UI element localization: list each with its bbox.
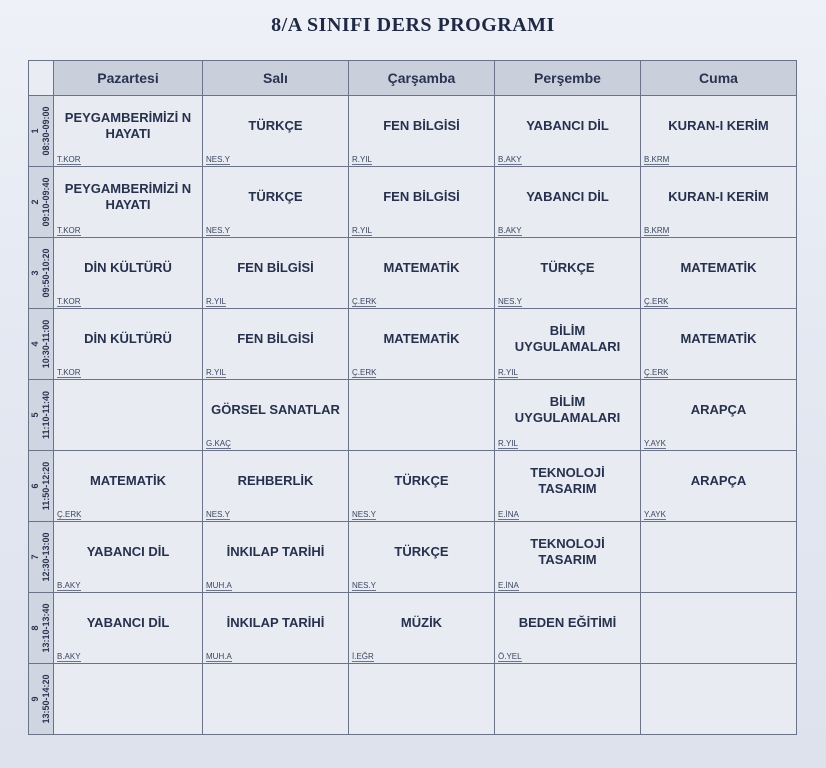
period-label-text xyxy=(30,248,52,297)
period-time: 11:10-11:40 xyxy=(41,390,51,440)
lesson-cell xyxy=(54,167,203,238)
period-label-text xyxy=(30,674,52,723)
lesson-cell xyxy=(203,380,349,451)
lesson-teacher: İ.EĞR xyxy=(352,652,374,661)
lesson-cell xyxy=(641,380,797,451)
lesson-teacher: Y.AYK xyxy=(644,439,666,448)
lesson-subject: MATEMATİK xyxy=(383,260,460,275)
period-number: 4 xyxy=(30,341,40,347)
lesson-subject: GÖRSEL SANATLAR xyxy=(211,402,340,417)
lesson-cell xyxy=(641,96,797,167)
lesson-teacher: B.KRM xyxy=(644,155,670,164)
lesson-cell xyxy=(495,96,641,167)
lesson-subject: ARAPÇA xyxy=(690,402,747,417)
period-number: 5 xyxy=(30,412,40,418)
period-row xyxy=(29,96,797,167)
lesson-teacher: T.KOR xyxy=(57,297,81,306)
lesson-cell xyxy=(349,309,495,380)
period-time: 12:30-13:00 xyxy=(41,532,51,582)
lesson-subject: MATEMATİK xyxy=(89,473,167,488)
lesson-cell xyxy=(495,238,641,309)
lesson-subject: MÜZİK xyxy=(400,615,443,630)
period-row xyxy=(29,380,797,451)
lesson-subject: YABANCI DİL xyxy=(526,118,609,133)
lesson-teacher: B.AKY xyxy=(498,155,522,164)
lesson-teacher: NES.Y xyxy=(352,581,377,590)
lesson-subject xyxy=(641,623,796,633)
lesson-subject: KURAN-I KERİM xyxy=(668,189,769,204)
period-label xyxy=(29,238,54,309)
period-time: 13:10-13:40 xyxy=(41,603,51,653)
lesson-cell xyxy=(54,664,203,735)
lesson-teacher: NES.Y xyxy=(206,155,231,164)
lesson-cell xyxy=(641,309,797,380)
lesson-teacher: R.YIL xyxy=(206,368,227,377)
lesson-subject xyxy=(349,694,494,704)
lesson-cell xyxy=(349,593,495,664)
lesson-teacher: Ö.YEL xyxy=(498,652,522,661)
lesson-subject: BİLİM UYGULAMALARI xyxy=(514,323,621,354)
lesson-cell xyxy=(495,309,641,380)
lesson-subject: FEN BİLGİSİ xyxy=(383,189,460,204)
period-label-text xyxy=(30,603,52,652)
period-row xyxy=(29,167,797,238)
lesson-teacher: R.YIL xyxy=(206,297,227,306)
lesson-subject: TEKNOLOJİ TASARIM xyxy=(530,536,605,567)
lesson-teacher: B.AKY xyxy=(57,652,81,661)
day-header: Pazartesi xyxy=(54,61,203,96)
lesson-subject: REHBERLİK xyxy=(237,473,314,488)
lesson-subject: MATEMATİK xyxy=(680,331,757,346)
schedule-body xyxy=(29,96,797,735)
lesson-cell xyxy=(54,522,203,593)
lesson-teacher: B.KRM xyxy=(644,226,670,235)
period-row xyxy=(29,451,797,522)
lesson-teacher: NES.Y xyxy=(206,510,231,519)
day-header: Çarşamba xyxy=(349,61,495,96)
lesson-subject: MATEMATİK xyxy=(680,260,757,275)
period-label xyxy=(29,593,54,664)
lesson-cell xyxy=(203,238,349,309)
period-number: 6 xyxy=(30,483,40,489)
lesson-teacher: T.KOR xyxy=(57,155,81,164)
period-number: 1 xyxy=(30,128,40,134)
period-label xyxy=(29,167,54,238)
lesson-cell xyxy=(203,522,349,593)
lesson-subject: TÜRKÇE xyxy=(394,544,449,559)
lesson-cell xyxy=(349,380,495,451)
period-label xyxy=(29,664,54,735)
period-row xyxy=(29,593,797,664)
lesson-cell xyxy=(54,593,203,664)
lesson-cell xyxy=(349,451,495,522)
lesson-teacher: Ç.ERK xyxy=(644,297,669,306)
period-time: 08:30-09:00 xyxy=(41,106,51,156)
period-row xyxy=(29,238,797,309)
period-row xyxy=(29,522,797,593)
lesson-cell xyxy=(203,167,349,238)
lesson-teacher: Ç.ERK xyxy=(352,297,377,306)
lesson-cell xyxy=(203,593,349,664)
lesson-subject xyxy=(641,552,796,562)
period-label xyxy=(29,96,54,167)
lesson-subject: TÜRKÇE xyxy=(248,118,303,133)
lesson-teacher: T.KOR xyxy=(57,368,81,377)
lesson-subject: DİN KÜLTÜRÜ xyxy=(84,331,172,346)
period-time: 09:50-10:20 xyxy=(41,248,51,298)
lesson-cell xyxy=(203,96,349,167)
lesson-cell xyxy=(495,664,641,735)
period-number: 2 xyxy=(30,199,40,205)
lesson-subject: YABANCI DİL xyxy=(526,189,609,204)
lesson-teacher: NES.Y xyxy=(206,226,231,235)
lesson-teacher: R.YIL xyxy=(352,155,373,164)
period-label-text xyxy=(30,320,52,369)
lesson-cell xyxy=(641,238,797,309)
lesson-cell xyxy=(495,167,641,238)
day-header: Cuma xyxy=(641,61,797,96)
period-label xyxy=(29,522,54,593)
lesson-subject: DİN KÜLTÜRÜ xyxy=(84,260,172,275)
lesson-subject: TÜRKÇE xyxy=(394,473,449,488)
lesson-cell xyxy=(641,451,797,522)
lesson-teacher: Ç.ERK xyxy=(644,368,669,377)
period-label xyxy=(29,309,54,380)
lesson-cell xyxy=(203,664,349,735)
lesson-teacher: T.KOR xyxy=(57,226,81,235)
lesson-cell xyxy=(203,309,349,380)
lesson-cell xyxy=(495,593,641,664)
period-label-text xyxy=(30,532,52,581)
lesson-cell xyxy=(349,96,495,167)
lesson-subject: FEN BİLGİSİ xyxy=(237,260,314,275)
schedule-table xyxy=(28,60,797,735)
lesson-cell xyxy=(641,522,797,593)
corner-cell xyxy=(29,61,54,96)
lesson-teacher: G.KAÇ xyxy=(206,439,231,448)
period-row xyxy=(29,309,797,380)
lesson-subject xyxy=(641,694,796,704)
lesson-teacher: Y.AYK xyxy=(644,510,666,519)
lesson-subject: BİLİM UYGULAMALARI xyxy=(514,394,621,425)
lesson-teacher: E.İNA xyxy=(498,581,519,590)
period-label xyxy=(29,380,54,451)
period-number: 9 xyxy=(30,696,40,702)
period-label-text xyxy=(30,106,52,155)
lesson-subject: İNKILAP TARİHİ xyxy=(226,615,325,630)
lesson-cell xyxy=(54,238,203,309)
lesson-cell xyxy=(54,309,203,380)
period-time: 11:50-12:20 xyxy=(41,461,51,511)
lesson-teacher: B.AKY xyxy=(498,226,522,235)
lesson-cell xyxy=(495,522,641,593)
lesson-subject: ARAPÇA xyxy=(690,473,747,488)
lesson-cell xyxy=(495,451,641,522)
lesson-subject: TEKNOLOJİ TASARIM xyxy=(530,465,605,496)
lesson-cell xyxy=(54,380,203,451)
period-time: 13:50-14:20 xyxy=(41,674,51,724)
lesson-teacher: R.YIL xyxy=(498,439,519,448)
lesson-teacher: MUH.A xyxy=(206,581,232,590)
lesson-subject: TÜRKÇE xyxy=(540,260,595,275)
lesson-cell xyxy=(641,664,797,735)
lesson-cell xyxy=(349,664,495,735)
period-label xyxy=(29,451,54,522)
lesson-subject: YABANCI DİL xyxy=(86,544,170,559)
lesson-teacher: Ç.ERK xyxy=(57,510,82,519)
lesson-teacher: E.İNA xyxy=(498,510,519,519)
day-header: Salı xyxy=(203,61,349,96)
lesson-subject xyxy=(349,410,494,420)
lesson-subject: YABANCI DİL xyxy=(86,615,170,630)
lesson-subject xyxy=(203,694,348,704)
lesson-subject xyxy=(495,694,640,704)
lesson-cell xyxy=(495,380,641,451)
period-time: 10:30-11:00 xyxy=(41,319,51,369)
period-row xyxy=(29,664,797,735)
period-number: 8 xyxy=(30,625,40,631)
lesson-subject: TÜRKÇE xyxy=(248,189,303,204)
lesson-cell xyxy=(203,451,349,522)
lesson-cell xyxy=(641,593,797,664)
lesson-subject: FEN BİLGİSİ xyxy=(237,331,314,346)
lesson-teacher: B.AKY xyxy=(57,581,81,590)
lesson-cell xyxy=(54,451,203,522)
lesson-cell xyxy=(54,96,203,167)
period-label-text xyxy=(30,462,52,511)
lesson-teacher: Ç.ERK xyxy=(352,368,377,377)
period-number: 3 xyxy=(30,270,40,276)
lesson-subject: İNKILAP TARİHİ xyxy=(226,544,325,559)
lesson-cell xyxy=(349,522,495,593)
lesson-cell xyxy=(349,167,495,238)
lesson-subject xyxy=(54,410,202,420)
lesson-subject: PEYGAMBERİMİZİ N HAYATI xyxy=(64,110,192,141)
period-number: 7 xyxy=(30,554,40,560)
period-time: 09:10-09:40 xyxy=(41,177,51,227)
period-label-text xyxy=(30,177,52,226)
page-title: 8/A SINIFI DERS PROGRAMI xyxy=(271,14,555,36)
lesson-subject: KURAN-I KERİM xyxy=(668,118,769,133)
period-label-text xyxy=(30,391,52,439)
lesson-subject: PEYGAMBERİMİZİ N HAYATI xyxy=(64,181,192,212)
lesson-teacher: R.YIL xyxy=(352,226,373,235)
lesson-teacher: MUH.A xyxy=(206,652,232,661)
lesson-subject xyxy=(54,694,202,704)
lesson-teacher: NES.Y xyxy=(352,510,377,519)
lesson-cell xyxy=(349,238,495,309)
lesson-teacher: NES.Y xyxy=(498,297,523,306)
lesson-subject: MATEMATİK xyxy=(383,331,460,346)
lesson-teacher: R.YIL xyxy=(498,368,519,377)
day-header-row xyxy=(29,61,797,96)
lesson-subject: FEN BİLGİSİ xyxy=(383,118,460,133)
lesson-subject: BEDEN EĞİTİMİ xyxy=(518,615,617,630)
day-header: Perşembe xyxy=(495,61,641,96)
lesson-cell xyxy=(641,167,797,238)
